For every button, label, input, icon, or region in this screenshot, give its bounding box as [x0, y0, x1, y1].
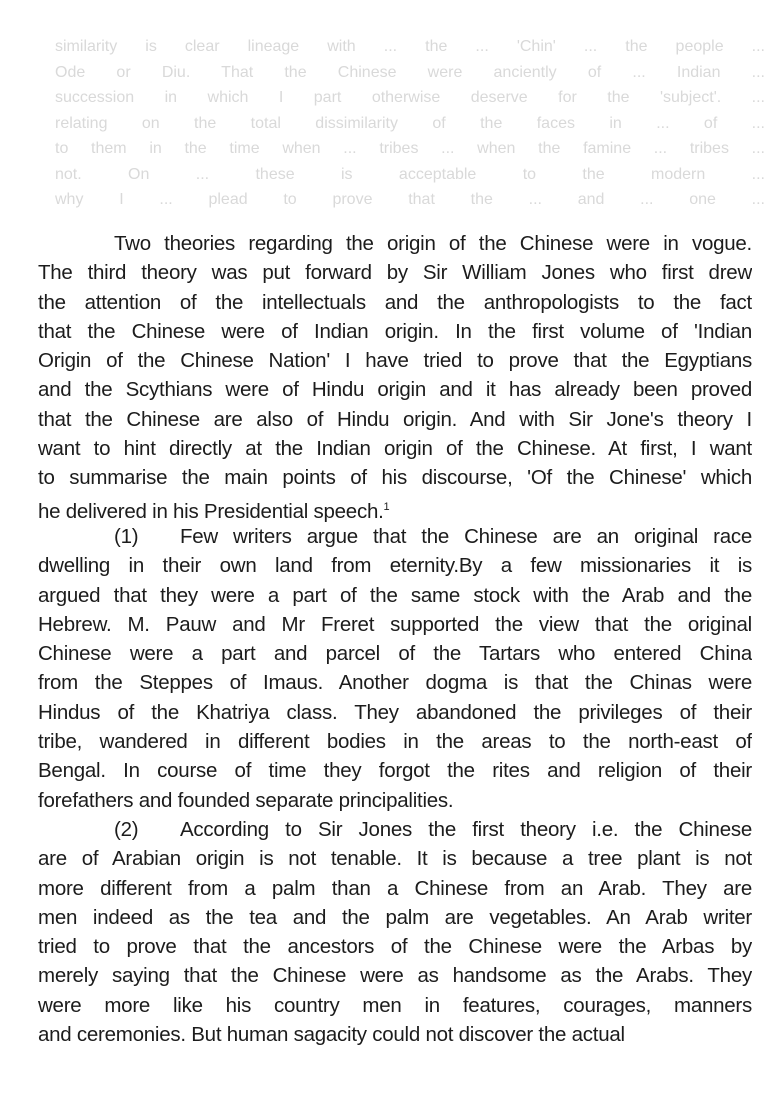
text-line	[38, 463, 752, 492]
line-text: Few writers argue that the Chinese are an original race	[180, 524, 752, 548]
show-through-line: succession in which I part otherwise deserve for the 'subject'. ...	[55, 89, 765, 106]
line-text: tried to prove that the ancestors of the Chinese were the Arbas by	[38, 935, 752, 959]
text-line	[38, 874, 752, 903]
text-line	[38, 756, 752, 785]
line-text: were more like his country men in features, courages, manners	[38, 993, 752, 1017]
text-line	[38, 639, 752, 668]
paragraph-number: (2)	[114, 817, 139, 841]
text-line	[38, 1020, 752, 1049]
text-line	[38, 493, 752, 522]
line-text: tribe, wandered in different bodies in the areas to the north-east of	[38, 730, 752, 754]
line-text: more different from a palm than a Chinese from an Arab. They are	[38, 876, 752, 900]
line-text: the attention of the intellectuals and the anthropologists to the fact	[38, 290, 752, 314]
line-text: are of Arabian origin is not tenable. It is because a tree plant is not	[38, 847, 752, 871]
line-text: merely saying that the Chinese were as handsome as the Arabs. They	[38, 964, 752, 988]
paragraph	[38, 815, 752, 1049]
text-line	[38, 405, 752, 434]
text-line	[38, 932, 752, 961]
text-line	[38, 258, 752, 287]
page-body	[38, 229, 752, 1049]
text-line	[38, 844, 752, 873]
text-line	[38, 288, 752, 317]
line-text: from the Steppes of Imaus. Another dogma is that the Chinas were	[38, 671, 752, 695]
paragraph	[38, 229, 752, 522]
text-line	[38, 229, 752, 258]
show-through-line: to them in the time when ... tribes ... when the famine ... tribes ...	[55, 140, 765, 157]
line-text: Bengal. In course of time they forgot the rites and religion of their	[38, 759, 752, 783]
text-line	[38, 346, 752, 375]
line-text: Origin of the Chinese Nation' I have tried to prove that the Egyptians	[38, 349, 752, 373]
text-line	[38, 375, 752, 404]
line-text: and the Scythians were of Hindu origin and it has already been proved	[38, 378, 752, 402]
line-text: to summarise the main points of his discourse, 'Of the Chinese' which	[38, 466, 752, 490]
show-through-text	[55, 34, 765, 213]
line-text: Two theories regarding the origin of the Chinese were in vogue.	[114, 232, 752, 255]
paragraph-number: (1)	[114, 524, 139, 548]
paragraph	[38, 522, 752, 815]
text-line	[38, 903, 752, 932]
line-text: The third theory was put forward by Sir William Jones who first drew	[38, 261, 752, 285]
line-text: Chinese were a part and parcel of the Tartars who entered China	[38, 642, 752, 666]
show-through-line: not. On ... these is acceptable to the modern ...	[55, 165, 765, 183]
line-text: men indeed as the tea and the palm are vegetables. An Arab writer	[38, 905, 752, 929]
line-text: Hebrew. M. Pauw and Mr Freret supported the view that the original	[38, 612, 752, 636]
text-line	[38, 522, 752, 551]
line-text: According to Sir Jones the first theory i.e. the Chinese	[180, 817, 752, 841]
text-line	[38, 668, 752, 697]
line-text: Hindus of the Khatriya class. They abandoned the privileges of their	[38, 700, 752, 724]
line-text: want to hint directly at the Indian origin of the Chinese. At first, I want	[38, 437, 752, 461]
show-through-line: relating on the total dissimilarity of the faces in ... of ...	[55, 114, 765, 132]
text-line	[38, 610, 752, 639]
line-text: that the Chinese are also of Hindu origin. And with Sir Jone's theory I	[38, 407, 752, 431]
text-line	[38, 727, 752, 756]
text-line	[38, 581, 752, 610]
line-text: argued that they were a part of the same stock with the Arab and the	[38, 583, 752, 607]
line-text: dwelling in their own land from eternity.By a few missionaries it is	[38, 554, 752, 578]
show-through-line: Ode or Diu. That the Chinese were anciently of ... Indian ...	[55, 63, 765, 81]
text-line	[38, 434, 752, 463]
text-line	[38, 551, 752, 580]
show-through-line: similarity is clear lineage with ... the ... 'Chin' ... the people ...	[55, 38, 765, 55]
text-line	[38, 786, 752, 815]
line-text: he delivered in his Presidential speech.	[38, 499, 384, 522]
text-line	[38, 317, 752, 346]
text-line	[38, 815, 752, 844]
show-through-line: why I ... plead to prove that the ... and ... one ...	[55, 191, 765, 208]
text-line	[38, 961, 752, 990]
text-line	[38, 698, 752, 727]
line-text: that the Chinese were of Indian origin. In the first volume of 'Indian	[38, 319, 752, 343]
line-text: forefathers and founded separate principalities.	[38, 788, 454, 812]
line-text: and ceremonies. But human sagacity could not discover the actual	[38, 1023, 625, 1047]
footnote-marker[interactable]: 1	[383, 500, 390, 513]
text-line	[38, 991, 752, 1020]
